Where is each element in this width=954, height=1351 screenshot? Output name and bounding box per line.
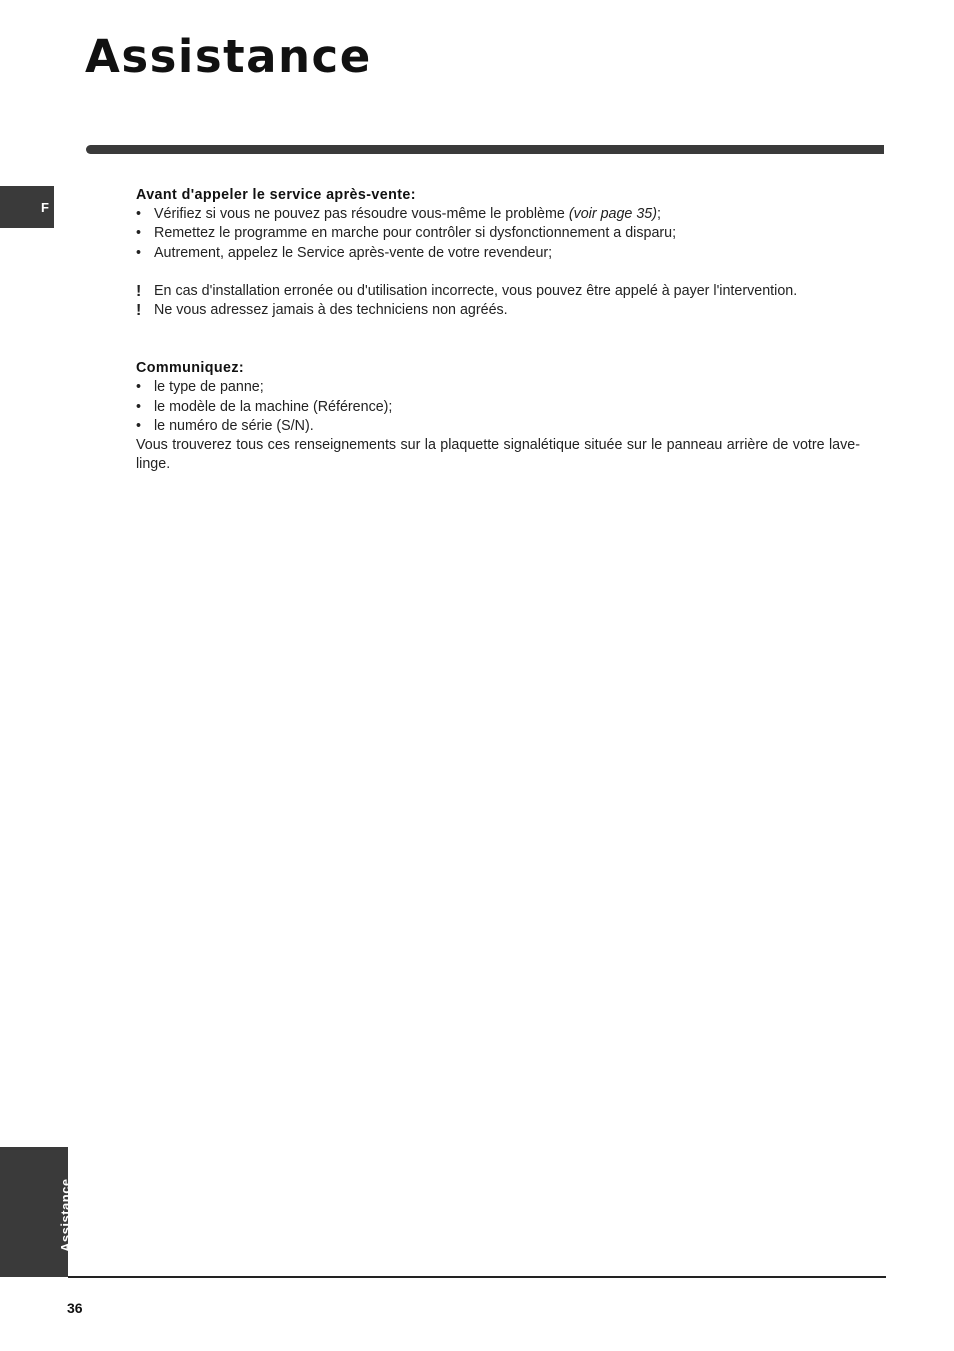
list-item	[136, 378, 882, 397]
language-tab: F	[0, 186, 54, 228]
content-body	[136, 186, 882, 474]
exclamation-icon: !	[136, 282, 142, 300]
list-item	[136, 417, 882, 436]
title-divider	[86, 145, 884, 154]
rating-plate-note: Vous trouverez tous ces renseignements sur la plaquette signalétique située sur le panneau arrière de votre lave-linge.	[136, 437, 860, 473]
before-call-heading: Avant d'appeler le service après-vente:	[136, 187, 416, 203]
list-item-text: le modèle de la machine (Référence);	[154, 398, 393, 415]
list-item-text	[154, 205, 661, 224]
bullet-icon: •	[136, 398, 142, 415]
list-item-text: Remettez le programme en marche pour contrôler si dysfonctionnement a disparu;	[154, 225, 677, 242]
before-call-list	[136, 205, 882, 263]
communicate-heading: Communiquez:	[136, 360, 245, 377]
section-side-label: Assistance	[58, 1178, 73, 1252]
page-title: Assistance	[85, 30, 372, 83]
bullet-icon: •	[136, 225, 142, 242]
bullet-icon: •	[136, 244, 142, 261]
footer-divider	[68, 1276, 886, 1278]
warning-note	[136, 301, 882, 320]
list-item	[136, 244, 882, 263]
warning-note	[136, 282, 882, 301]
list-item	[136, 398, 882, 417]
page-reference: (voir page 35)	[568, 206, 658, 223]
bullet-icon: •	[136, 417, 142, 434]
list-item-main: Vérifiez si vous ne pouvez pas résoudre vous-même le problème	[154, 206, 569, 223]
warning-text: En cas d'installation erronée ou d'utilisation incorrecte, vous pouvez être appelé à payer l'intervention.	[154, 282, 798, 299]
page-number: 36	[67, 1300, 83, 1316]
list-item-text: le type de panne;	[154, 379, 264, 396]
list-item-tail: ;	[657, 206, 662, 223]
list-item	[136, 224, 882, 243]
list-item-text: Autrement, appelez le Service après-vente de votre revendeur;	[154, 244, 553, 261]
exclamation-icon: !	[136, 302, 142, 320]
bullet-icon: •	[136, 379, 142, 396]
warning-text: Ne vous adressez jamais à des techniciens non agréés.	[154, 302, 508, 319]
bullet-icon: •	[136, 206, 142, 223]
list-item-text: le numéro de série (S/N).	[154, 417, 314, 434]
list-item	[136, 205, 882, 224]
communicate-list	[136, 378, 882, 436]
